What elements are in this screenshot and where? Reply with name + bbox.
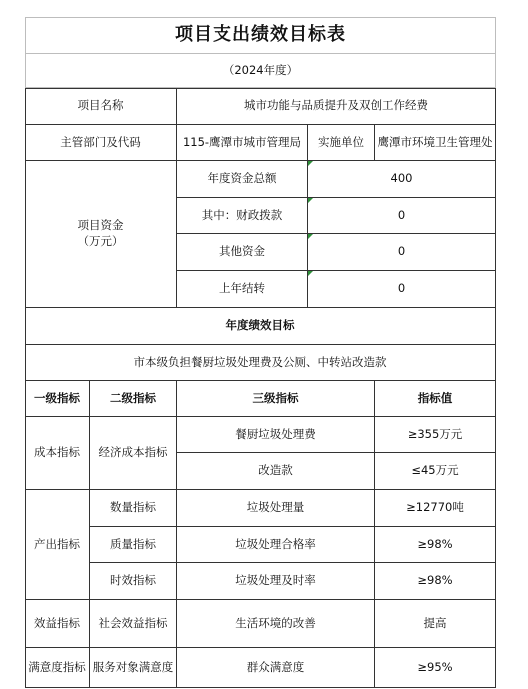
implementing-unit-value: 鹰潭市环境卫生管理处 [375, 125, 496, 161]
level2-social-benefit: 社会效益指标 [90, 600, 177, 648]
indicator-value: ≥98% [375, 563, 496, 600]
funds-label-cell [25, 161, 177, 308]
level3-item: 改造款 [177, 453, 375, 490]
level2-quality: 质量指标 [90, 527, 177, 563]
level1-benefit: 效益指标 [25, 600, 90, 648]
level3-item: 垃圾处理及时率 [177, 563, 375, 600]
level2-quantity: 数量指标 [90, 490, 177, 527]
indicator-value: ≥95% [375, 648, 496, 688]
header-level1: 一级指标 [25, 381, 90, 417]
funds-row-value: 400 [308, 161, 496, 198]
funds-row-value: 0 [308, 198, 496, 234]
funds-row-label: 年度资金总额 [177, 161, 308, 198]
header-level3: 三级指标 [177, 381, 375, 417]
level1-output: 产出指标 [25, 490, 90, 600]
annual-goal-text: 市本级负担餐厨垃圾处理费及公厕、中转站改造款 [25, 345, 496, 381]
indicator-value: ≥12770吨 [375, 490, 496, 527]
level3-item: 餐厨垃圾处理费 [177, 417, 375, 453]
level2-economic-cost: 经济成本指标 [90, 417, 177, 490]
project-name-value: 城市功能与品质提升及双创工作经费 [177, 88, 496, 125]
indicator-value: ≤45万元 [375, 453, 496, 490]
year-label: （2024年度） [25, 54, 496, 88]
level1-satisfaction: 满意度指标 [25, 648, 90, 688]
indicator-value: 提高 [375, 600, 496, 648]
indicator-value: ≥98% [375, 527, 496, 563]
department-value: 115-鹰潭市城市管理局 [177, 125, 308, 161]
project-name-label: 项目名称 [25, 88, 177, 125]
funds-row-value: 0 [308, 234, 496, 271]
level3-item: 垃圾处理合格率 [177, 527, 375, 563]
table-title: 项目支出绩效目标表 [25, 17, 496, 54]
level3-item: 生活环境的改善 [177, 600, 375, 648]
header-level2: 二级指标 [90, 381, 177, 417]
funds-row-label: 上年结转 [177, 271, 308, 308]
level2-service-satisfaction: 服务对象满意度 [90, 648, 177, 688]
funds-unit: （万元） [77, 234, 124, 248]
level1-cost: 成本指标 [25, 417, 90, 490]
header-value: 指标值 [375, 381, 496, 417]
annual-goal-heading: 年度绩效目标 [25, 308, 496, 345]
level3-item: 群众满意度 [177, 648, 375, 688]
funds-row-label: 其中：财政拨款 [177, 198, 308, 234]
indicator-value: ≥355万元 [375, 417, 496, 453]
funds-row-value: 0 [308, 271, 496, 308]
funds-row-label: 其他资金 [177, 234, 308, 271]
level3-item: 垃圾处理量 [177, 490, 375, 527]
level2-timeliness: 时效指标 [90, 563, 177, 600]
implementing-unit-label: 实施单位 [308, 125, 375, 161]
department-label: 主管部门及代码 [25, 125, 177, 161]
funds-label: 项目资金 [77, 218, 124, 233]
